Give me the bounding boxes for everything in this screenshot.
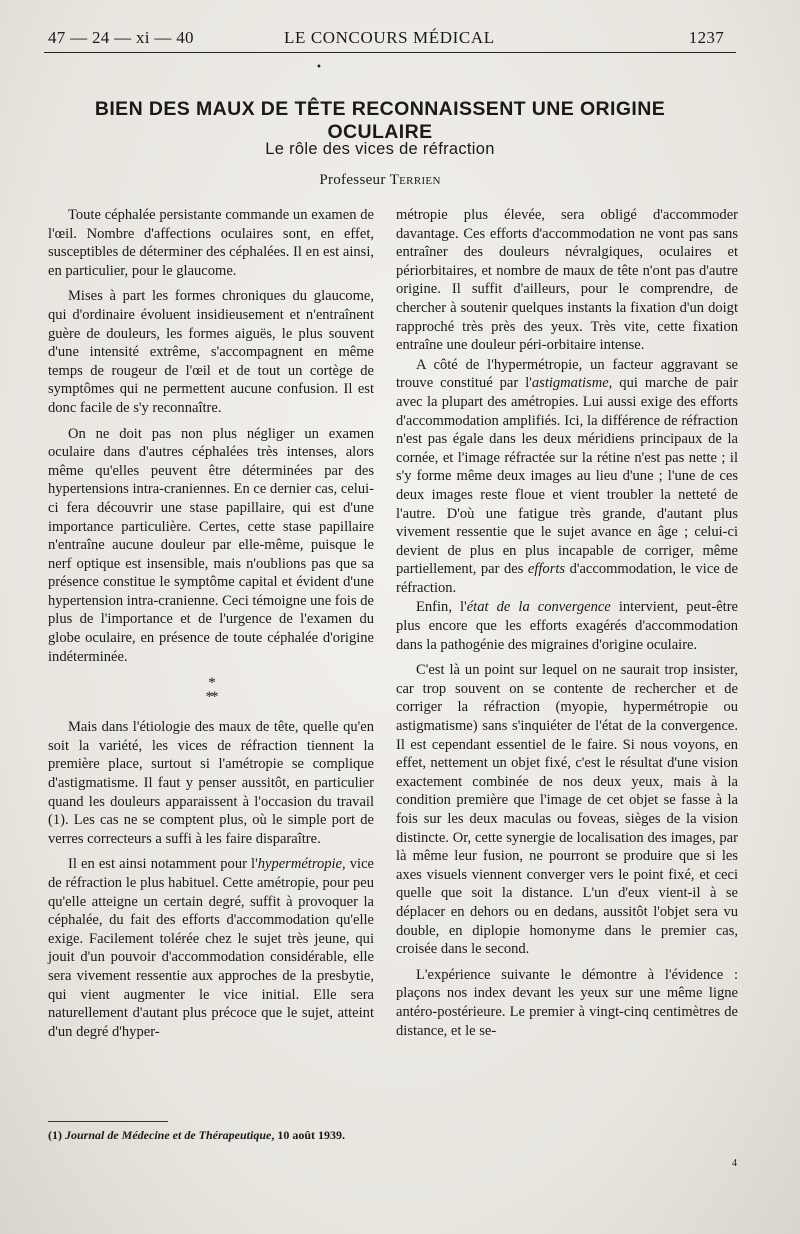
author-prefix: Professeur [319, 172, 386, 188]
page-number: 1237 [688, 28, 724, 47]
journal-name: LE CONCOURS MÉDICAL [284, 28, 495, 47]
text-run: Il en est ainsi notamment pour l' [68, 856, 258, 873]
footnote [48, 1128, 378, 1143]
issue-date: 47 — 24 — xi — 40 [48, 28, 194, 47]
section-separator: * ** [205, 675, 217, 706]
paragraph: C'est là un point sur lequel on ne saurait trop insister, car trop souvent on se contente de rechercher et de corriger la réfraction (myopie, hypermétropie ou astigmatisme) sans s'inquiéter de l'état de la convergence. Il est cependant essentiel de le faire. Si nous voyons, en effet, nettement un objet fixé, c'est le résultat d'une vision exactement combinée de nos deux yeux, mais à la condition première que l'image de cet objet se fasse à la fois sur les deux maculas ou foveas, sièges de la vision distincte. Or, cette synergie de localisation des images, par là même leur fusion, ne pourront se produire que si les axes visuels viennent converger vers le point fixé, et ceci quelle que soit la distance. L'un d'eux vient-il à se déplacer en dehors ou en dedans, aussitôt l'objet sera vu double, en diplopie homonyme dans le premier cas, croisée dans le second. [396, 662, 738, 958]
author-name: Terrien [389, 172, 441, 188]
paragraph: Toute céphalée persistante commande un examen de l'œil. Nombre d'affections oculaires sont, en effet, susceptibles de déterminer des céphalées. Il en est ainsi, en particulier, pour le glaucome. [48, 207, 374, 279]
article-subtitle: Le rôle des vices de réfraction [265, 140, 495, 158]
paragraph: L'expérience suivante le démontre à l'évidence : plaçons nos index devant les yeux sur une même ligne antéro-postérieure. Le premier à vingt-cinq centimètres de distance, et le se- [396, 966, 738, 1039]
emphasis: astigmatisme [531, 375, 609, 392]
paragraph: Mais dans l'étiologie des maux de tête, quelle qu'en soit la variété, les vices de réfraction tiennent la première place, surtout si l'amétropie se complique d'astigmatisme. Il faut y penser aussitôt, en particulier quand les douleurs apparaissent à l'occasion du travail (1). Les cas ne se comptent plus, où le simple port de verres correcteurs a suffi à les faire disparaître. [48, 719, 374, 847]
text-run: , vice de réfraction le plus habituel. Cette amétropie, pour peu qu'elle atteigne un certain degré, suffit à provoquer la céphalée, du fait des efforts d'accommodation qu'elle exige. Facilement tolérée chez le sujet très jeune, qui jouit d'un pouvoir d'accommodation considérable, elle sera vivement ressentie aux approches de la presbytie, qui vient augmenter le vice initial. Elle sera naturellement d'autant plus précoce que le sujet, atteint d'un degré d'hyper- [48, 856, 374, 1040]
paragraph [48, 855, 374, 1041]
emphasis: hypermétropie [257, 856, 343, 873]
footnote-source: Journal de Médecine et de Thérapeutique [65, 1128, 272, 1142]
signature-mark: 4 [732, 1158, 737, 1169]
article-author [40, 172, 720, 189]
text-run: d'accommodation, le vice de réfraction. [396, 561, 738, 596]
text-run: A côté de l'hypermétropie, un facteur aggravant se trouve constitué par l' [396, 356, 738, 392]
article-title: BIEN DES MAUX DE TÊTE RECONNAISSENT UNE ORIGINE OCULAIRE [94, 98, 666, 143]
paragraph: On ne doit pas non plus négliger un examen oculaire dans d'autres céphalées très intenses, alors même qu'elles peuvent être déterminées par des hypertensions intra-craniennes. En ce dernier cas, celui-ci fera découvrir une stase papillaire, qui est d'une importance particulière. Certes, cette stase papillaire n'entraîne aucune douleur par elle-même, puisque le nerf optique est insensible, mais n'oublions pas que sa présence constitue le symptôme capital et évident d'une hypertension intra-cranienne. Ceci témoigne une fois de plus de l'importance et de l'urgence de l'examen du globe oculaire, en présence de toute céphalée d'origine indéterminée. [48, 425, 374, 665]
text-run: Enfin, l' [416, 599, 467, 616]
footnote-date: , 10 août 1939. [271, 1128, 345, 1142]
text-run: intervient, peut-être plus encore que les efforts exagérés d'accommodation dans la pathogénie des migraines d'origine oculaire. [396, 599, 738, 653]
footnote-rule [48, 1121, 168, 1122]
emphasis: efforts [527, 561, 566, 578]
left-column [48, 206, 374, 1041]
paragraph [396, 598, 738, 654]
paragraph: Mises à part les formes chroniques du glaucome, qui d'ordinaire évoluent insidieusement et n'entraînent guère de douleurs, les formes aiguës, le plus souvent d'une intensité extrême, s'accompagnent en même temps de rougeur de l'œil et de tout un cortège de symptômes qui ne permettent aucune confusion. Il est donc facile de s'y reconnaître. [48, 288, 374, 416]
running-head [48, 28, 724, 50]
text-run: , qui marche de pair avec la plupart des amétropies. Lui aussi exige des efforts d'accommodation amplifiés. Ici, la différence de réfraction n'est pas égale dans les deux méridiens principaux de la cornée, et l'image réfractée sur la rétine n'est pas nette ; il s'y forme même deux images au lieu d'une ; l'une de ces deux images reste floue et vient troubler la netteté de l'autre. D'où une fatigue très grande, d'autant plus vivement ressentie que le sujet avance en âge ; celui-ci devient de plus en plus incapable de corriger, même partiellement, par des [396, 375, 738, 578]
paragraph [396, 356, 738, 598]
ornament-bullet: • [316, 62, 322, 73]
header-rule [44, 52, 736, 53]
emphasis: état de la convergence [466, 599, 611, 616]
right-column [396, 206, 738, 1040]
paragraph: métropie plus élevée, sera obligé d'accommoder davantage. Ces efforts d'accommodation ne vont pas sans entraîner des douleurs névralgiques, oculaires et périorbitaires, et nombre de maux de tête n'ont pas d'autre origine. Il suffit d'ailleurs, pour le comprendre, de chercher à soutenir quelques instants la fixation d'un doigt rapproché très près des yeux. Très vite, cette fixation entraîne une douleur péri-orbitaire intense. [396, 207, 738, 354]
footnote-marker: (1) [48, 1128, 62, 1142]
